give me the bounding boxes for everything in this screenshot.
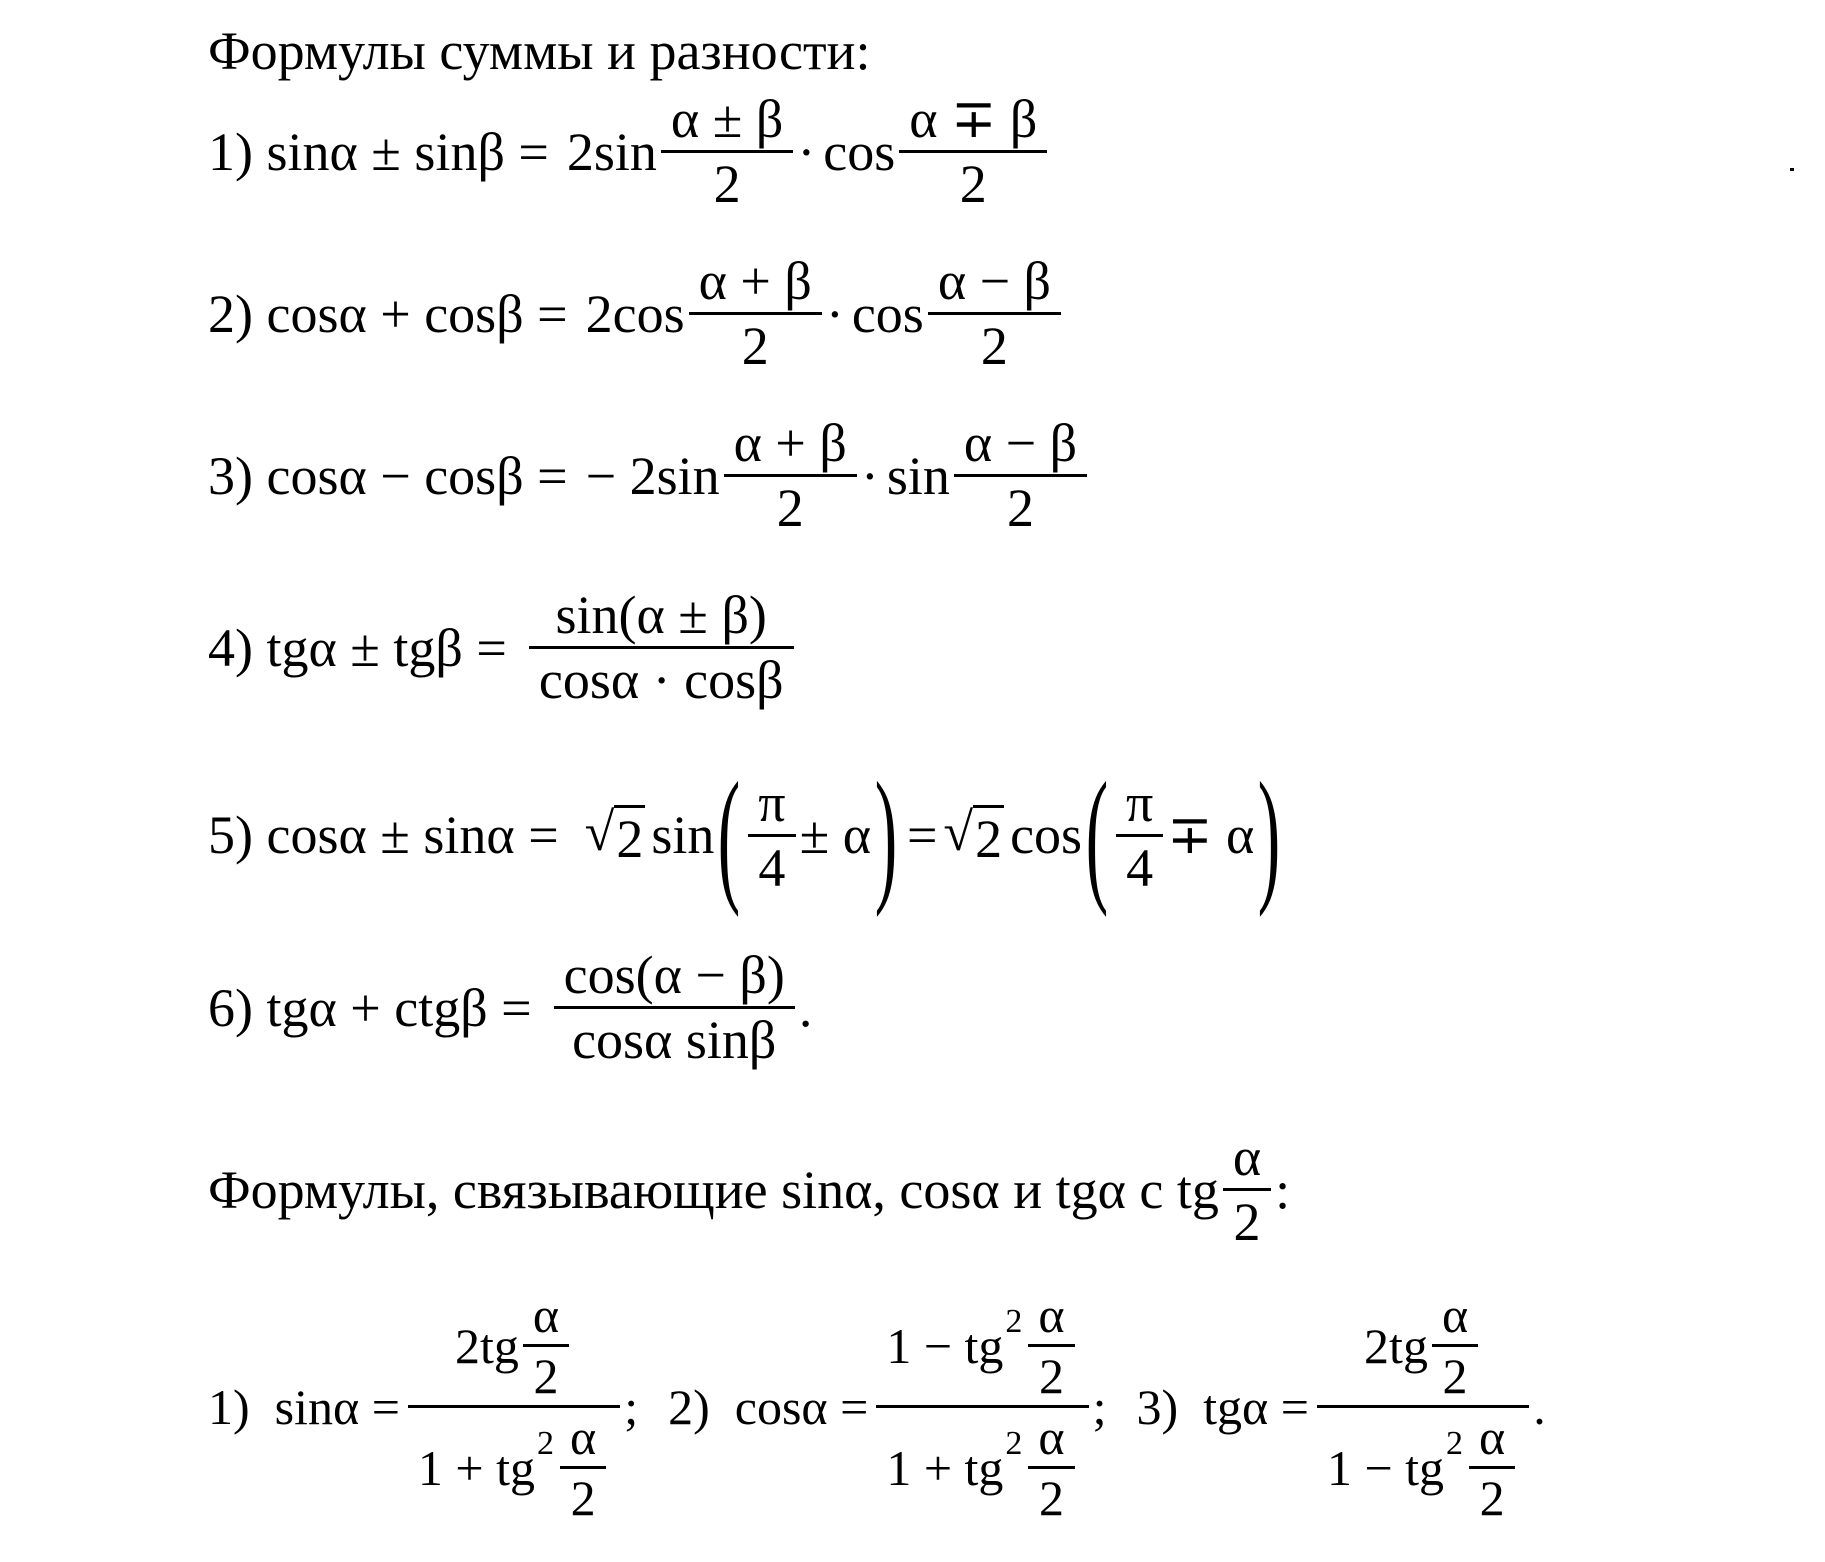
denominator: 4 <box>1126 837 1154 898</box>
denominator <box>408 1408 620 1526</box>
formula-3-coef: − 2sin <box>585 445 720 506</box>
denominator: 2 <box>980 316 1008 376</box>
numerator <box>445 1287 583 1405</box>
numerator: α <box>1038 1287 1065 1343</box>
radicand: 2 <box>973 805 1004 866</box>
sqrt-2 <box>943 801 1004 869</box>
numerator: α ∓ β <box>909 89 1038 149</box>
formula-3 <box>208 413 1091 538</box>
g3-den-pre: 1 − tg <box>1326 1439 1445 1496</box>
g1-end: ; <box>624 1378 639 1435</box>
numerator: cos(α − β) <box>563 945 785 1005</box>
paren-group-1 <box>714 752 901 918</box>
formula-5-lhs: 5) cosα ± sinα = <box>208 805 559 865</box>
denominator: 2 <box>1039 1348 1064 1404</box>
section2-title <box>208 1127 1291 1252</box>
radicand: 2 <box>614 805 645 866</box>
g2-frac <box>876 1287 1088 1526</box>
denominator: 2 <box>533 1348 559 1404</box>
formula-5-op-2: ∓ α <box>1167 805 1255 865</box>
exponent: 2 <box>1446 1424 1464 1462</box>
formula-2-frac-2 <box>928 251 1061 376</box>
numerator: α <box>570 1409 597 1465</box>
section1-title: Формулы суммы и разности: <box>208 21 871 81</box>
exponent: 2 <box>1005 1302 1023 1340</box>
formula-3-frac-1 <box>724 413 857 538</box>
left-paren-icon: ( <box>718 752 741 918</box>
g2-end: ; <box>1092 1378 1107 1435</box>
formula-4-frac <box>529 585 794 710</box>
g1-frac <box>408 1287 620 1526</box>
numerator <box>1354 1287 1492 1405</box>
numerator <box>876 1287 1088 1405</box>
numerator: α <box>1232 1127 1262 1187</box>
formula-3-fn2: sin <box>886 445 950 506</box>
denominator <box>876 1408 1088 1526</box>
numerator: α <box>1038 1409 1065 1465</box>
formula-5-fn1: sin <box>651 805 715 865</box>
formula-2-frac-1 <box>689 251 822 376</box>
formula-6-lhs: 6) tgα + ctgβ = <box>208 977 532 1038</box>
denominator: 2 <box>776 478 804 538</box>
right-paren-icon: ) <box>1258 752 1281 918</box>
numerator: α − β <box>963 413 1078 473</box>
numerator: π <box>1126 772 1154 833</box>
left-paren-icon: ( <box>1085 752 1109 918</box>
numerator: α − β <box>937 251 1052 311</box>
exponent: 2 <box>1005 1424 1023 1462</box>
g3-num-pre: 2tg <box>1364 1317 1428 1374</box>
exponent: 2 <box>537 1424 554 1462</box>
paren-group-2 <box>1082 752 1284 918</box>
alpha-over-2 <box>1432 1287 1478 1404</box>
pi-over-4-1 <box>748 772 795 898</box>
alpha-over-2 <box>1028 1409 1074 1526</box>
formula-6 <box>208 945 813 1070</box>
denominator: cosα · cosβ <box>538 650 784 710</box>
scan-speck <box>1790 168 1794 171</box>
formula-1-coef: 2sin <box>566 121 657 182</box>
alpha-over-2 <box>560 1409 606 1526</box>
alpha-over-2 <box>523 1287 569 1404</box>
numerator: α <box>1479 1409 1506 1465</box>
denominator: 2 <box>1039 1470 1064 1526</box>
formula-1-frac-2 <box>899 89 1047 214</box>
section2-title-text: Формулы, связывающие sinα, cosα и tgα с tg <box>208 1159 1219 1220</box>
alpha-over-2 <box>1469 1409 1515 1526</box>
formula-4 <box>208 585 798 710</box>
numerator: α <box>532 1287 560 1343</box>
denominator: 2 <box>1006 478 1034 538</box>
denominator: 2 <box>1479 1470 1505 1526</box>
denominator: 2 <box>1233 1192 1261 1252</box>
g1-lhs: 1) sinα = <box>208 1378 400 1435</box>
denominator <box>1317 1408 1529 1526</box>
formula-1-frac-1 <box>661 89 793 214</box>
formula-2-coef: 2cos <box>585 283 685 344</box>
g2-num-pre: 1 − tg <box>886 1317 1004 1374</box>
radical-sign-icon: √ <box>943 801 974 862</box>
sqrt-1 <box>584 801 646 869</box>
denominator: 2 <box>570 1470 596 1526</box>
formula-5-eq: = <box>906 805 938 865</box>
formula-5-fn2: cos <box>1010 805 1083 865</box>
formula-3-lhs: 3) cosα − cosβ = <box>208 445 568 506</box>
formula-1-fn2: cos <box>823 121 896 182</box>
formula-6-frac <box>554 945 795 1070</box>
g3-frac <box>1317 1287 1529 1526</box>
g3-lhs: 3) tgα = <box>1136 1378 1309 1435</box>
half-angle-formulas <box>208 1287 1546 1526</box>
pi-over-4-2 <box>1116 772 1163 898</box>
g2-lhs: 2) cosα = <box>668 1378 869 1435</box>
formula-5-op-1: ± α <box>799 805 871 865</box>
multiply-dot: · <box>797 121 816 182</box>
right-paren-icon: ) <box>874 752 898 918</box>
numerator: α ± β <box>670 89 784 149</box>
radical-sign-icon: √ <box>584 801 615 862</box>
denominator: 2 <box>959 154 987 214</box>
multiply-dot: · <box>860 445 879 506</box>
numerator: α <box>1441 1287 1469 1343</box>
g1-den-pre: 1 + tg <box>417 1439 535 1496</box>
alpha-over-2 <box>1223 1127 1271 1252</box>
alpha-over-2 <box>1028 1287 1074 1404</box>
formula-5 <box>208 752 1284 918</box>
numerator: α + β <box>733 413 847 473</box>
formula-2-lhs: 2) cosα + cosβ = <box>208 283 568 344</box>
numerator: π <box>758 772 786 833</box>
denominator: 2 <box>741 316 769 376</box>
formula-1-lhs: 1) sinα ± sinβ = <box>208 121 549 182</box>
section2-title-colon: : <box>1275 1159 1291 1220</box>
g2-den-pre: 1 + tg <box>886 1439 1004 1496</box>
denominator: 4 <box>758 837 786 898</box>
numerator: sin(α ± β) <box>555 585 767 645</box>
denominator: cosα sinβ <box>572 1010 777 1070</box>
formula-1 <box>208 89 1051 214</box>
g3-end: . <box>1533 1378 1546 1435</box>
denominator: 2 <box>1442 1348 1468 1404</box>
formula-4-lhs: 4) tgα ± tgβ = <box>208 617 507 678</box>
multiply-dot: · <box>825 283 844 344</box>
formula-3-frac-2 <box>954 413 1087 538</box>
g1-num-pre: 2tg <box>455 1317 519 1374</box>
formula-6-end: . <box>798 977 813 1038</box>
denominator: 2 <box>713 154 741 214</box>
formula-2 <box>208 251 1065 376</box>
formula-2-fn2: cos <box>851 283 924 344</box>
numerator: α + β <box>698 251 812 311</box>
